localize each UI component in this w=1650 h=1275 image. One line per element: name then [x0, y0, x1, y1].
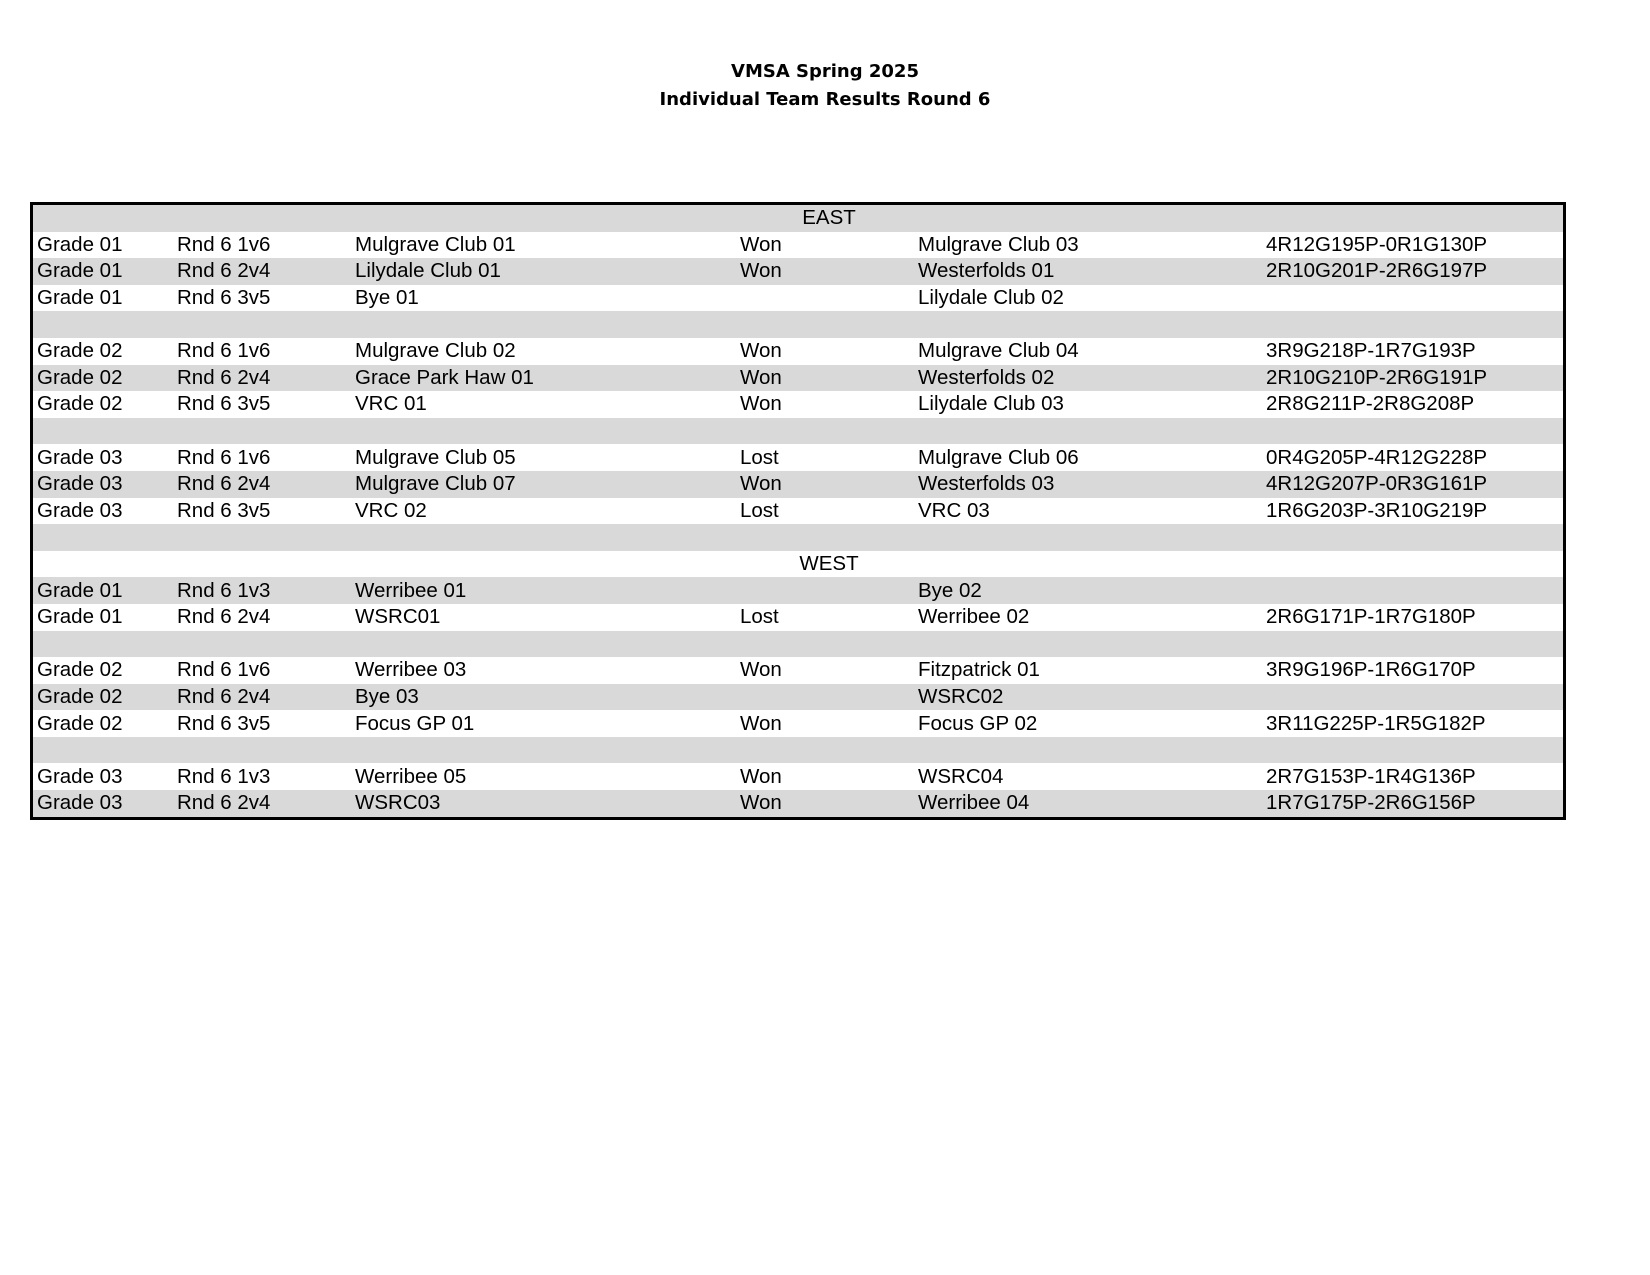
document-title: VMSA Spring 2025 [731, 61, 919, 82]
result-cell: Lost [740, 605, 779, 629]
away-team-cell: Westerfolds 03 [918, 472, 1055, 496]
score-cell: 2R10G210P-2R6G191P [1266, 365, 1488, 389]
grade-cell: Grade 02 [37, 658, 123, 682]
away-team-cell: Mulgrave Club 03 [918, 232, 1079, 256]
table-row [33, 285, 1563, 312]
away-team-cell: Mulgrave Club 06 [918, 445, 1079, 469]
result-cell: Won [740, 232, 782, 256]
away-team-cell: Mulgrave Club 04 [918, 339, 1079, 363]
home-team-cell: Mulgrave Club 07 [355, 472, 516, 496]
section-header-row [33, 551, 1563, 578]
results-table [30, 202, 1566, 820]
score-cell: 2R6G171P-1R7G180P [1266, 605, 1476, 629]
score-cell: 1R6G203P-3R10G219P [1266, 498, 1488, 522]
table-row [33, 577, 1563, 604]
score-cell: 0R4G205P-4R12G228P [1266, 445, 1488, 469]
score-cell: 4R12G195P-0R1G130P [1266, 232, 1488, 256]
grade-cell: Grade 03 [37, 498, 123, 522]
round-cell: Rnd 6 2v4 [177, 365, 271, 389]
grade-cell: Grade 03 [37, 445, 123, 469]
round-cell: Rnd 6 1v3 [177, 764, 271, 788]
grade-cell: Grade 02 [37, 339, 123, 363]
home-team-cell: Focus GP 01 [355, 711, 475, 735]
spacer-row [33, 737, 1563, 764]
score-cell: 2R10G201P-2R6G197P [1266, 259, 1488, 283]
away-team-cell: WSRC02 [918, 684, 1004, 708]
section-title: WEST [799, 552, 859, 576]
spacer-row [33, 524, 1563, 551]
section-header-row [33, 205, 1563, 232]
home-team-cell: Werribee 01 [355, 578, 467, 602]
home-team-cell: Mulgrave Club 01 [355, 232, 516, 256]
result-cell: Lost [740, 498, 779, 522]
round-cell: Rnd 6 2v4 [177, 684, 271, 708]
home-team-cell: Lilydale Club 01 [355, 259, 501, 283]
score-cell: 3R9G196P-1R6G170P [1266, 658, 1476, 682]
result-cell: Won [740, 764, 782, 788]
round-cell: Rnd 6 1v6 [177, 658, 271, 682]
home-team-cell: Werribee 05 [355, 764, 467, 788]
result-cell: Lost [740, 445, 779, 469]
home-team-cell: Werribee 03 [355, 658, 467, 682]
away-team-cell: Lilydale Club 02 [918, 286, 1064, 310]
round-cell: Rnd 6 2v4 [177, 791, 271, 815]
grade-cell: Grade 02 [37, 392, 123, 416]
table-row [33, 258, 1563, 285]
home-team-cell: Grace Park Haw 01 [355, 365, 534, 389]
table-row [33, 604, 1563, 631]
away-team-cell: Bye 02 [918, 578, 982, 602]
away-team-cell: VRC 03 [918, 498, 990, 522]
grade-cell: Grade 03 [37, 764, 123, 788]
spacer-row [33, 631, 1563, 658]
score-cell: 3R11G225P-1R5G182P [1266, 711, 1486, 735]
score-cell: 3R9G218P-1R7G193P [1266, 339, 1476, 363]
result-cell: Won [740, 472, 782, 496]
grade-cell: Grade 03 [37, 472, 123, 496]
round-cell: Rnd 6 1v6 [177, 339, 271, 363]
table-row [33, 684, 1563, 711]
grade-cell: Grade 02 [37, 711, 123, 735]
result-cell: Won [740, 392, 782, 416]
score-cell: 2R7G153P-1R4G136P [1266, 764, 1476, 788]
home-team-cell: Mulgrave Club 05 [355, 445, 516, 469]
away-team-cell: Fitzpatrick 01 [918, 658, 1040, 682]
home-team-cell: Bye 01 [355, 286, 419, 310]
grade-cell: Grade 02 [37, 684, 123, 708]
round-cell: Rnd 6 1v6 [177, 445, 271, 469]
round-cell: Rnd 6 3v5 [177, 392, 271, 416]
round-cell: Rnd 6 1v6 [177, 232, 271, 256]
grade-cell: Grade 01 [37, 605, 123, 629]
away-team-cell: Lilydale Club 03 [918, 392, 1064, 416]
away-team-cell: Werribee 02 [918, 605, 1030, 629]
result-cell: Won [740, 791, 782, 815]
round-cell: Rnd 6 3v5 [177, 286, 271, 310]
home-team-cell: VRC 01 [355, 392, 427, 416]
away-team-cell: Westerfolds 01 [918, 259, 1055, 283]
table-row [33, 657, 1563, 684]
round-cell: Rnd 6 3v5 [177, 711, 271, 735]
score-cell: 1R7G175P-2R6G156P [1266, 791, 1476, 815]
grade-cell: Grade 01 [37, 232, 123, 256]
grade-cell: Grade 02 [37, 365, 123, 389]
result-cell: Won [740, 339, 782, 363]
round-cell: Rnd 6 2v4 [177, 259, 271, 283]
table-row [33, 498, 1563, 525]
table-row [33, 444, 1563, 471]
home-team-cell: VRC 02 [355, 498, 427, 522]
table-row [33, 790, 1563, 817]
away-team-cell: Westerfolds 02 [918, 365, 1055, 389]
document-header [0, 58, 1650, 114]
grade-cell: Grade 01 [37, 578, 123, 602]
grade-cell: Grade 01 [37, 286, 123, 310]
result-cell: Won [740, 259, 782, 283]
score-cell: 4R12G207P-0R3G161P [1266, 472, 1488, 496]
home-team-cell: WSRC03 [355, 791, 441, 815]
result-cell: Won [740, 658, 782, 682]
result-cell: Won [740, 365, 782, 389]
result-cell: Won [740, 711, 782, 735]
home-team-cell: Mulgrave Club 02 [355, 339, 516, 363]
table-row [33, 338, 1563, 365]
round-cell: Rnd 6 2v4 [177, 472, 271, 496]
section-title: EAST [802, 206, 856, 230]
grade-cell: Grade 03 [37, 791, 123, 815]
score-cell: 2R8G211P-2R8G208P [1266, 392, 1475, 416]
table-row [33, 391, 1563, 418]
spacer-row [33, 418, 1563, 445]
table-row [33, 710, 1563, 737]
home-team-cell: WSRC01 [355, 605, 441, 629]
away-team-cell: Focus GP 02 [918, 711, 1038, 735]
away-team-cell: Werribee 04 [918, 791, 1030, 815]
away-team-cell: WSRC04 [918, 764, 1004, 788]
document-subtitle: Individual Team Results Round 6 [659, 89, 991, 110]
round-cell: Rnd 6 2v4 [177, 605, 271, 629]
table-row [33, 763, 1563, 790]
grade-cell: Grade 01 [37, 259, 123, 283]
round-cell: Rnd 6 3v5 [177, 498, 271, 522]
table-row [33, 471, 1563, 498]
round-cell: Rnd 6 1v3 [177, 578, 271, 602]
table-row [33, 232, 1563, 259]
spacer-row [33, 311, 1563, 338]
table-row [33, 365, 1563, 392]
home-team-cell: Bye 03 [355, 684, 419, 708]
